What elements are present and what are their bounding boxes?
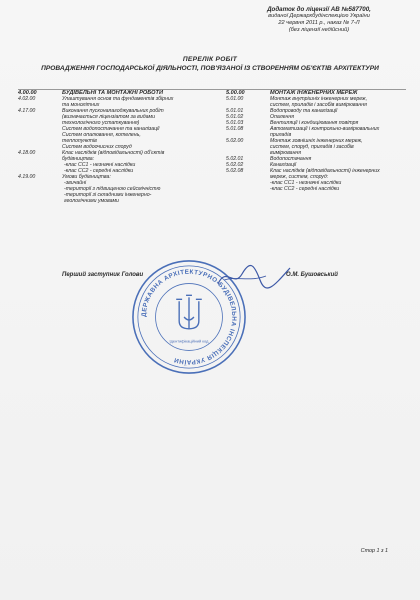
- work-code: 5.02.08: [226, 168, 244, 174]
- work-description: систем, приладів і засобів вимірювання: [270, 102, 367, 108]
- work-description: геологічними умовами: [64, 198, 119, 204]
- work-description: Систем опалювання, котелень,: [62, 132, 141, 138]
- addendum-line-4: (без ліцензії недійсний): [288, 27, 350, 33]
- work-code: 4.00.00: [18, 90, 37, 96]
- work-description: Монтаж внутрішніх інженерних мереж,: [270, 96, 368, 102]
- work-code: 4.02.00: [18, 96, 36, 102]
- work-description: -території зі складними інженерно-: [64, 192, 152, 198]
- work-description: приладів: [270, 132, 292, 138]
- work-description: Улаштування основ та фундаментів збірних: [62, 96, 174, 102]
- work-code: 4.18.00: [18, 150, 36, 156]
- work-code: 4.17.00: [18, 108, 36, 114]
- work-description: БУДІВЕЛЬНІ ТА МОНТАЖНІ РОБОТИ: [62, 90, 163, 96]
- addendum-line-1: Додаток до ліцензії АВ №587700,: [267, 6, 371, 13]
- work-description: Систем водопостачання та каналізації: [62, 126, 160, 132]
- work-code: 5.01.00: [226, 96, 244, 102]
- work-description: Клас наслідків (відповідальності) інженерних: [270, 168, 380, 174]
- work-description: вимірювання: [270, 150, 302, 156]
- work-description: Опалення: [270, 114, 295, 120]
- work-code: 5.01.03: [226, 120, 244, 126]
- engineering-networks-column: [226, 90, 408, 192]
- construction-works-column: [18, 90, 223, 204]
- work-description: -клас СС2 - середні наслідки: [64, 168, 134, 174]
- work-description: Монтаж зовнішніх інженерних мереж,: [270, 138, 363, 144]
- work-description: технологічного устаткування): [62, 120, 140, 126]
- work-description: -звичайні: [64, 180, 87, 186]
- work-description: та монолітних: [62, 102, 100, 108]
- work-description: теплопунктів: [62, 138, 97, 144]
- document-title-block: [10, 56, 410, 72]
- works-list: [18, 89, 406, 250]
- list-item: [18, 198, 223, 204]
- work-description: -клас СС2 - середні наслідки: [270, 186, 340, 192]
- work-description: -клас СС1 - незначні наслідки: [64, 162, 136, 168]
- work-description: Водопостачання: [270, 156, 312, 162]
- document-title: ПЕРЕЛІК РОБІТ: [182, 56, 238, 63]
- document-subtitle: ПРОВАДЖЕННЯ ГОСПОДАРСЬКОЇ ДІЯЛЬНОСТІ, ПОВ'ЯЗАНОЇ ІЗ СТВОРЕННЯМ ОБ'ЄКТІВ АРХІТЕКТУРИ: [41, 65, 379, 72]
- work-description: МОНТАЖ ІНЖЕНЕРНИХ МЕРЕЖ: [270, 90, 358, 96]
- signatory-name: О.М. Бушовський: [286, 272, 338, 278]
- work-description: мереж, систем, споруд:: [270, 174, 329, 180]
- seal-inner-text: Ідентифікаційний код: [169, 338, 209, 344]
- work-code: 5.01.02: [226, 114, 244, 120]
- work-description: Автоматизації і контрольно-вимірювальних: [270, 126, 380, 132]
- addendum-line-2: виданої Держархбудінспекцією України: [268, 13, 370, 19]
- work-code: 5.02.00: [226, 138, 244, 144]
- work-description: Умови будівництва:: [62, 174, 111, 180]
- work-description: Систем водоочисних споруд: [62, 144, 132, 150]
- page-number: Стор 1 з 1: [360, 548, 388, 554]
- list-item: [226, 186, 408, 192]
- work-code: 5.00.00: [226, 90, 245, 96]
- work-description: -території з підвищеною сейсмічністю: [64, 186, 161, 192]
- seal-ring-text: ДЕРЖАВНА АРХІТЕКТУРНО-БУДІВЕЛЬНА ІНСПЕКЦІЯ УКРАЇНИ: [140, 268, 238, 366]
- work-code: 5.01.08: [226, 126, 244, 132]
- handwritten-signature: [214, 262, 294, 292]
- addendum-line-3: 22 червня 2011 р., наказ № 7-Л: [278, 20, 360, 26]
- work-description: Каналізації: [270, 162, 297, 168]
- work-description: систем, споруд, приладів і засобів: [270, 144, 354, 150]
- work-code: 4.19.00: [18, 174, 36, 180]
- signatory-position: Перший заступник Голови: [62, 272, 144, 278]
- work-description: Виконання пусконалагоджувальних робіт: [62, 108, 164, 114]
- work-code: 5.02.02: [226, 162, 244, 168]
- work-code: 5.01.01: [226, 108, 244, 114]
- work-description: (визначається ліцензіатом за видами: [62, 114, 155, 120]
- work-description: Клас наслідків (відповідальності) об'єктів: [62, 150, 165, 156]
- license-addendum-header: [234, 6, 404, 34]
- work-description: Водопроводу та каналізації: [270, 108, 338, 114]
- work-description: будівництва:: [62, 156, 95, 162]
- work-description: Вентиляції і кондиціювання повітря: [270, 120, 359, 126]
- work-description: -клас СС1 - незначні наслідки: [270, 180, 342, 186]
- work-code: 5.02.01: [226, 156, 244, 162]
- trident-emblem-icon: [176, 295, 202, 328]
